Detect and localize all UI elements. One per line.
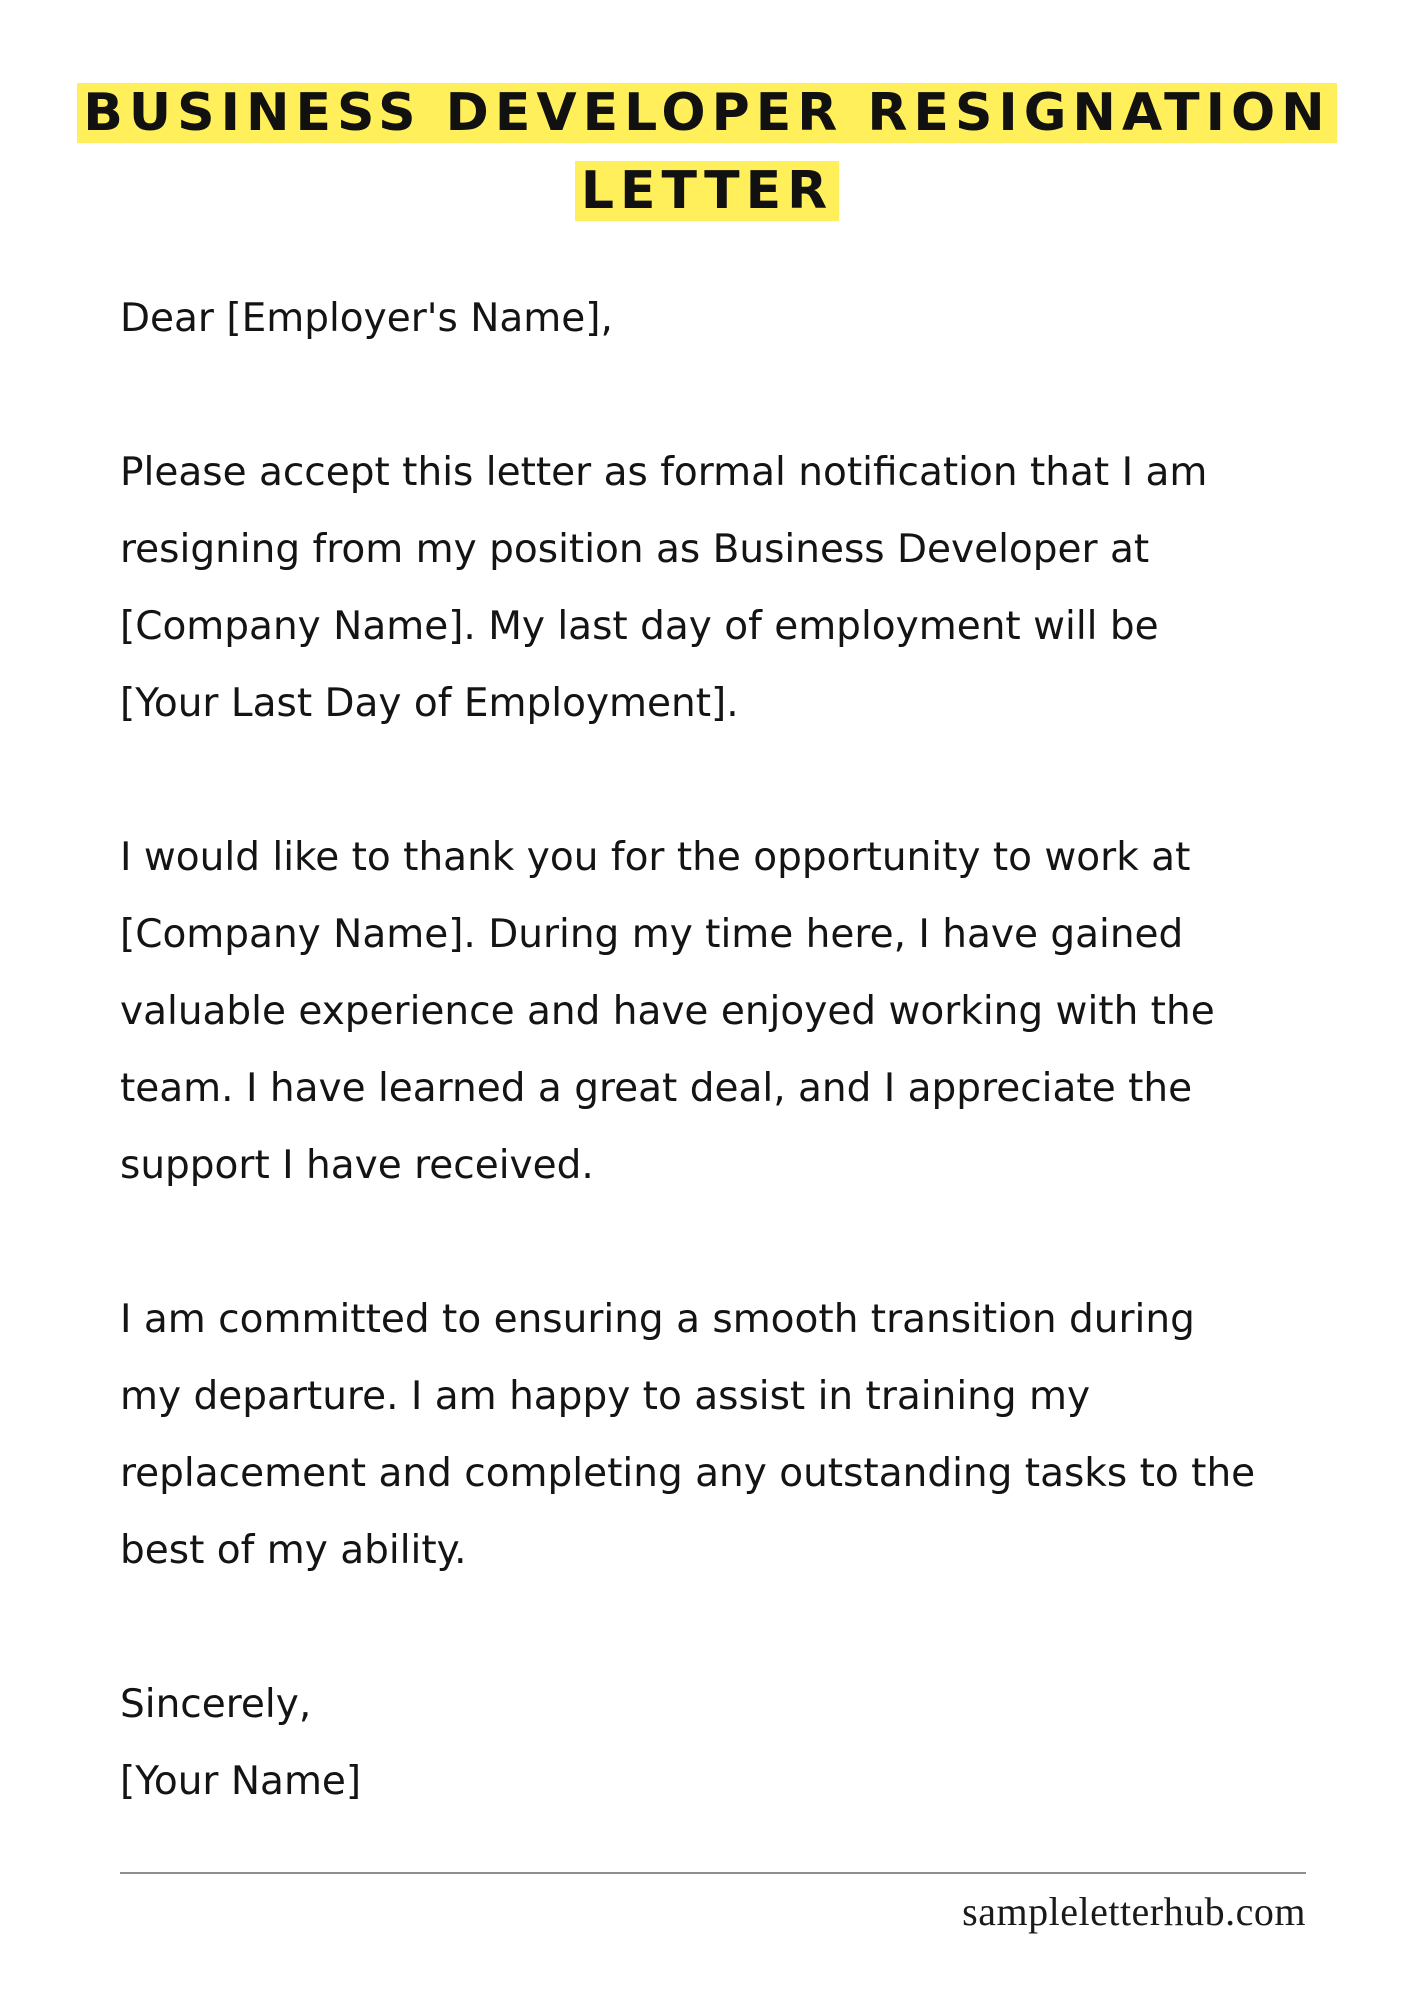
- closing: [120, 1666, 1340, 1820]
- paragraph-3: [120, 1281, 1340, 1589]
- paragraph-3-line-4: best of my ability.: [120, 1528, 467, 1573]
- paragraph-3-line-1: I am committed to ensuring a smooth transition during: [120, 1297, 1195, 1342]
- footer-site[interactable]: sampleletterhub.com: [962, 1889, 1306, 1934]
- paragraph-2: [120, 819, 1340, 1204]
- paragraph-2-line-3: valuable experience and have enjoyed working with the: [120, 989, 1215, 1034]
- closing-text: Sincerely,: [120, 1682, 312, 1727]
- paragraph-3-line-3: replacement and completing any outstanding tasks to the: [120, 1451, 1256, 1496]
- paragraph-2-line-4: team. I have learned a great deal, and I appreciate the: [120, 1066, 1193, 1111]
- paragraph-2-line-5: support I have received.: [120, 1143, 594, 1188]
- paragraph-1: [120, 434, 1340, 742]
- signature-placeholder: [Your Name]: [120, 1759, 362, 1804]
- paragraph-1-line-3: [Company Name]. My last day of employment will be: [120, 604, 1159, 649]
- paragraph-3-line-2: my departure. I am happy to assist in training my: [120, 1374, 1091, 1419]
- salutation: Dear [Employer's Name],: [120, 296, 613, 341]
- paragraph-1-line-1: Please accept this letter as formal notification that I am: [120, 450, 1208, 495]
- paragraph-1-line-4: [Your Last Day of Employment].: [120, 681, 739, 726]
- page-title: [44, 74, 1370, 230]
- letter-body: [120, 280, 1340, 1820]
- title-line-1: BUSINESS DEVELOPER RESIGNATION: [77, 83, 1336, 143]
- paragraph-1-line-2: resigning from my position as Business Developer at: [120, 527, 1150, 572]
- footer-divider: [120, 1872, 1306, 1874]
- paragraph-2-line-1: I would like to thank you for the opportunity to work at: [120, 835, 1191, 880]
- title-line-2: LETTER: [575, 161, 839, 221]
- paragraph-2-line-2: [Company Name]. During my time here, I have gained: [120, 912, 1184, 957]
